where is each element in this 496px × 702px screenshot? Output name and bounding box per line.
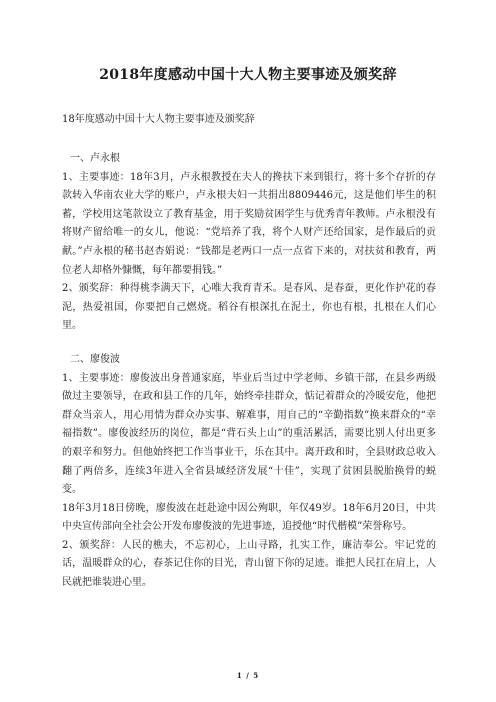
paragraph-lu-award: 2、颁奖辞：种得桃李满天下，心唯大我育青禾。是春风、是春蚕，更化作护花的春泥，热爱祖国，你要把自己燃烧。稻谷有根深扎在泥土，你也有根，扎根在人们心里。 <box>62 283 436 332</box>
document-body <box>62 150 436 593</box>
section-gap <box>62 336 436 351</box>
page-number: 1 / 5 <box>236 671 260 680</box>
paragraph-lu-deeds: 1、主要事迹：18年3月，卢永根教授在夫人的搀扶下来到银行，将十多个存折的存款转入华南农业大学的账户，卢永根夫妇一共捐出8809446元，这是他们毕生的积蓄，学校用这笔款设立了教育基金，用于奖励贫困学生与优秀青年教师。卢永根没有将财产留给唯一的女儿，他说：“党培养了我，将个人财产还给国家，是作最后的贡献。”卢永根的秘书赵杏娟说：“钱都是老两口一点一点省下来的，对扶贫和教育，两位老人却格外慷慨，每年都要捐钱。” <box>62 171 436 276</box>
section-heading-lu-yonggen: 一、卢永根 <box>70 153 120 164</box>
document-title: 2018年度感动中国十大人物主要事迹及颁奖辞 <box>99 67 397 83</box>
paragraph-liao-award: 2、颁奖辞：人民的樵夫，不忘初心，上山寻路，扎实工作，廉洁奉公。牢记党的话，温暖群众的心，春茶记住你的目光，青山留下你的足迹。谁把人民扛在肩上，人民就把谁装进心里。 <box>62 539 436 589</box>
section-heading-liao-junbo: 二、廖俊波 <box>70 353 120 365</box>
paragraph-liao-deeds: 1、主要事迹：廖俊波出身普通家庭，毕业后当过中学老师、乡镇干部，在县乡两级做过主要领导，在政和县工作的几年，始终牵挂群众，惦记着群众的冷暖安危，他把群众当亲人，用心用情为群众办实事、解难事，用自己的“辛勤指数”换来群众的“幸福指数”。廖俊波经历的岗位，都是“背石头上山”的重活累活，需要比别人付出更多的艰辛和努力。但他始终把工作当事业干，乐在其中。离开政和时，全县财政总收入翻了两倍多，连续3年进入全省县域经济发展“十佳”，实现了贫困县脱胎换骨的蜕变。 <box>62 372 436 496</box>
paragraph-liao-death: 18年3月18日傍晚，廖俊波在赶赴途中因公殉职，年仅49岁。18年6月20日，中共中央宣传部向全社会公开发布廖俊波的先进事迹，追授他“时代楷模”荣誉称号。 <box>62 502 436 533</box>
document-subtitle: 18年度感动中国十大人物主要事迹及颁奖辞 <box>62 114 255 125</box>
